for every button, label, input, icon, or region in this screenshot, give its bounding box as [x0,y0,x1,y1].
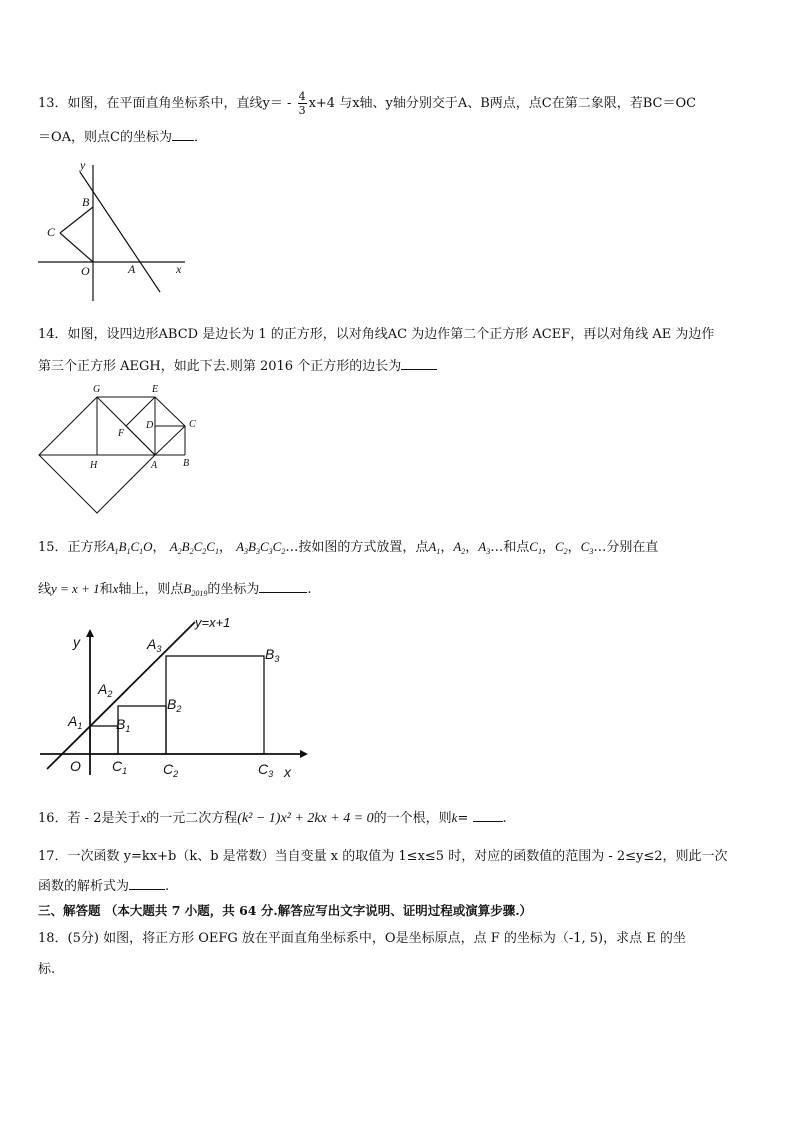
q15-sep1: ， [152,540,166,555]
q16-line [38,807,507,827]
q15-text2: …按如图的方式放置，点 [285,540,429,555]
q15-sep2: ， [218,540,232,555]
q15-label-A1: $A_1$ [68,713,83,731]
q14-EC [155,397,185,426]
q15-line2-c: 轴上，则点 [118,582,184,597]
q17-answer-blank [129,878,165,890]
q14-label-B: B [183,458,190,469]
q13-frac-den: 3 [298,104,306,117]
q13-label-O: O [81,264,90,278]
q15-point-C1: $C_1$ [529,539,542,556]
q13-segment-CB [60,207,93,233]
q13-answer-blank [172,129,194,141]
q16-var-x: x [140,810,147,825]
q13-number: 13． [38,96,68,111]
q16-text2: 的一元二次方程 [146,811,238,826]
q17-end: . [165,879,170,894]
q14-AC [155,426,185,455]
q15-point-C3: $C_3$ [580,539,594,556]
q13-text-part1: 如图，在平面直角坐标系中，直线y＝ - [67,96,296,111]
q15-label-A2: $A_2$ [98,681,113,699]
q13-text-part2: x+4 与x轴、y轴分别交于A、B两点，点C在第二象限，若BC＝OC [308,96,697,111]
q13-label-y: y [80,158,86,172]
q13-fraction [298,90,307,117]
q15-square2: $A_2B_2C_2C_1$ [169,539,219,556]
q13-line-AB [80,172,160,292]
q15-label-C1: $C_1$ [112,758,128,776]
q17-number: 17． [38,849,68,864]
q14-number: 14． [38,327,68,342]
q14-label-D: D [146,420,154,431]
section3-heading: 三、解答题 （本大题共 7 小题，共 64 分.解答应写出文字说明、证明过程或演算步骤.） [38,903,533,918]
q15-point-A2: $A_2$ [453,539,466,556]
q14-text-line2: 第三个正方形 AEGH，如此下去.则第 2016 个正方形的边长为 [38,359,402,374]
q14-label-H: H [90,460,98,471]
q15-square-1 [90,726,118,754]
q13-frac-num: 4 [298,90,306,103]
q13-figure [30,155,200,305]
q15-text1: 正方形 [67,540,107,555]
q15-text3: …和点 [490,540,530,555]
q17-line1 [38,845,728,864]
q15-x-arrow [300,750,308,758]
q16-text1: 若 - 2是关于 [67,811,141,826]
q15-line2-b: 和 [99,582,113,597]
q18-line2: 标. [38,962,56,977]
q15-line-equation: y = x + 1 [51,581,100,596]
q17-text-line2: 函数的解析式为 [38,879,130,894]
q15-line2-x: x [112,581,119,596]
q15-line2-a: 线 [38,582,52,597]
q13-label-A: A [128,262,136,276]
q15-label-y: y [73,634,80,650]
q15-label-C2: $C_2$ [163,761,179,779]
q18-line1: 18．(5分) 如图，将正方形 OEFG 放在平面直角坐标系中，O是坐标原点，点 F 的坐标为（-1, 5)，求点 E 的坐 [38,931,686,946]
q15-point-A1: $A_1$ [428,539,441,556]
q15-point-C2: $C_2$ [554,539,568,556]
q13-segment-CO [60,233,93,262]
q13-label-x: x [176,262,182,276]
q15-label-O: O [70,758,81,774]
q14-label-C: C [189,419,196,430]
q15-y-arrow [86,629,94,637]
q15-line1: 15．正方形$A_1B_1C_1O$， $A_2B_2C_2C_1$， $A_3B_3C_3C_2\dots$按如图的方式放置，点$A_1$，$A_2$，$A_3\dots$和点$C_1$，$C_2$，$C_3\dots$分别在直 [38,539,659,556]
q14-line1 [38,323,714,342]
q15-number: 15． [38,540,68,555]
q15-point-A3: $A_3$ [478,539,491,556]
q14-label-A: A [151,460,158,471]
q16-answer-blank [473,810,503,822]
q15-point-B2019: $B_{2019}$ [183,581,208,598]
q17-line2 [38,875,169,894]
q15-square1: $A_1B_1C_1O$ [106,539,153,556]
q15-square3: $A_3B_3C_3C_2$ [236,539,286,556]
q15-label-B3: $B_3$ [265,646,280,664]
q15-answer-blank [259,581,307,593]
q14-label-E: E [152,384,159,395]
q16-number: 16． [38,811,68,826]
q14-label-F: F [118,428,125,439]
q14-figure [30,380,210,530]
q15-line2-end: . [307,582,312,597]
q16-end: . [502,811,507,826]
q15-label-A3: $A_3$ [147,636,162,654]
q16-text3: 的一个根，则 [373,811,452,826]
q13-line2 [38,126,207,145]
q13-label-B: B [82,195,90,209]
q16-var-k: k [451,810,458,825]
q17-text-line1: 一次函数 y=kx+b（k、b 是常数）当自变量 x 的取值为 1≤x≤5 时，对应的函数值的范围为 - 2≤y≤2，则此一次 [67,849,728,864]
q16-equation: (k² − 1)x² + 2kx + 4 = 0 [237,811,374,826]
q15-label-C3: $C_3$ [258,761,274,779]
q15-line2-d: 的坐标为 [207,582,260,597]
q13-text-line2: ＝OA，则点C的坐标为 [38,130,172,145]
q15-line2 [38,578,312,598]
q15-label-B2: $B_2$ [167,696,182,714]
q15-label-line: y=x+1 [195,615,231,630]
q14-answer-blank [401,358,437,370]
q14-text-line1: 如图，设四边形ABCD 是边长为 1 的正方形，以对角线AC 为边作第二个正方形 ACEF，再以对角线 AE 为边作 [67,327,715,342]
q15-label-x: x [284,764,291,780]
q15-figure [35,615,315,785]
q15-label-B1: $B_1$ [116,716,131,734]
q13-label-C: C [47,225,56,239]
q15-text4: …分别在直 [593,540,659,555]
q16-equals: = [457,811,469,826]
q14-line2 [38,355,437,374]
q14-label-G: G [93,384,101,395]
q13-end: ． [194,130,208,145]
q13-line1 [38,90,696,117]
